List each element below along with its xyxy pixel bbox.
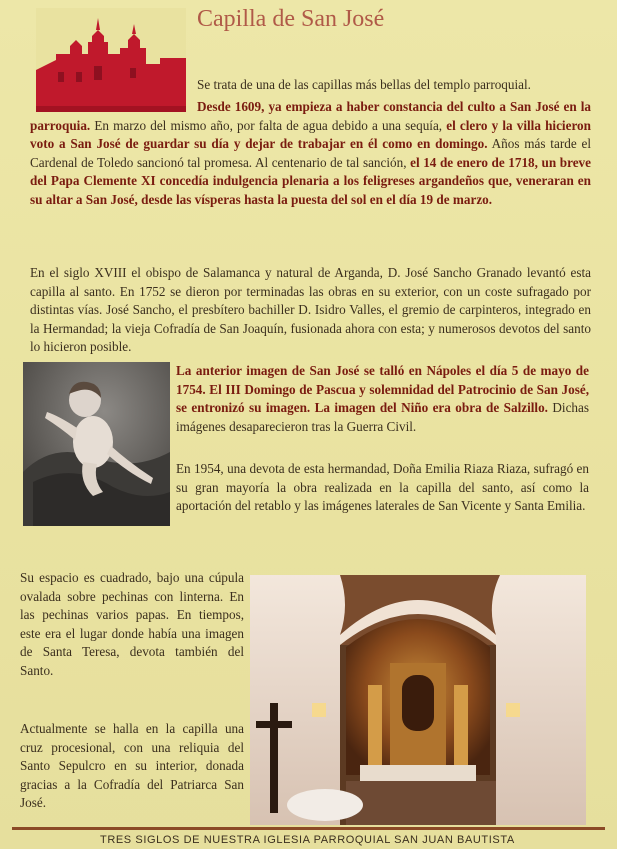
culto-bold-3: el 14 de enero de 1718, un breve del Papa Clemente XI concedía indulgencia plenaria a los feligreses argandeños que, veneraran en su altar a San José, desde las vísperas hasta la puesta del sol en el día 19 de marzo.	[30, 154, 592, 207]
footer-text: TRES SIGLOS DE NUESTRA IGLESIA PARROQUIAL SAN JUAN BAUTISTA	[100, 834, 515, 846]
church-silhouette-logo	[36, 8, 186, 112]
imagen-bold: La anterior imagen de San José se talló en Nápoles el día 5 de mayo de 1754. El III Domingo de Pascua y solemnidad del Patrocinio de San José, se entronizó su imagen. La imagen del Niño era obra de Salzillo.	[176, 363, 589, 416]
intro-paragraph: Se trata de una de las capillas más bellas del templo parroquial.	[197, 77, 531, 92]
paragraph-espacio: Su espacio es cuadrado, bajo una cúpula ovalada sobre pechinas con linterna. En las pechinas varios papas. En tiempos, este era el lugar donde había una imagen de Santa Teresa, devota también del Santo.	[20, 570, 244, 678]
child-statue-photo	[23, 362, 170, 526]
culto-bold-2: el clero y la villa hicieron voto a San José de guardar su día y dejar de trabajar en él como en domingo.	[30, 117, 591, 152]
imagen-text: Dichas imágenes desaparecieron tras la Guerra Civil.	[176, 400, 590, 434]
paragraph-culto	[30, 98, 591, 210]
paragraph-cruz: Actualmente se halla en la capilla una cruz procesional, con una reliquia del Santo Sepulcro en su interior, donada gracias a la Cofradía del Patriarca San José.	[20, 721, 244, 811]
paragraph-siglo-xviii: En el siglo XVIII el obispo de Salamanca y natural de Arganda, D. José Sancho Granado levantó esta capilla al santo. En 1752 se dieron por terminadas las obras en su exterior, con un coste sufragado por distintas vías. José Sancho, el presbítero bachiller D. Isidro Valles, el gremio de carpinteros, integrado en la Hermandad; la vieja Cofradía de San Joaquín, fusionada ahora con esta; y numerosos devotos del santo lo hicieron posible.	[30, 265, 591, 355]
culto-bold-1: Desde 1609, ya empieza a haber constancia del culto a San José en la parroquia.	[30, 99, 591, 133]
page-title: Capilla de San José	[197, 6, 385, 32]
culto-text-2: Años más tarde el Cardenal de Toledo sancionó tal promesa. Al centenario de tal sanción,	[30, 136, 591, 170]
culto-text-1: En marzo del mismo año, por falta de agua debido a una sequía,	[90, 117, 447, 133]
paragraph-imagen	[176, 362, 589, 436]
paragraph-1954: En 1954, una devota de esta hermandad, Doña Emilia Riaza Riaza, sufragó en su gran mayoría la obra realizada en la capilla del santo, así como la aportación del retablo y las imágenes laterales de San Vicente y Santa Emilia.	[176, 461, 589, 514]
footer-rule	[12, 827, 605, 830]
chapel-altar-photo	[250, 575, 586, 825]
